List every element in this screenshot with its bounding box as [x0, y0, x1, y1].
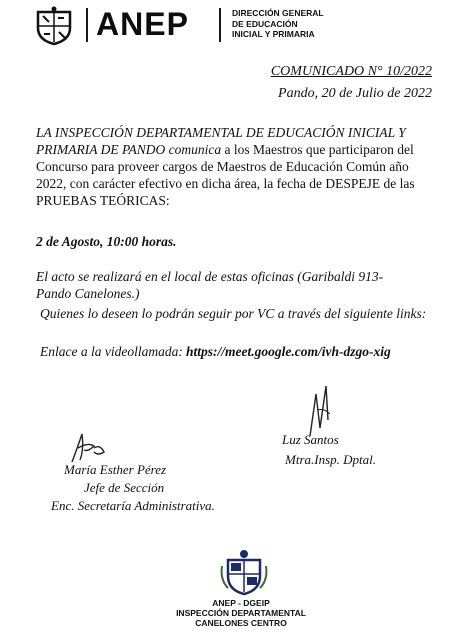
body-text-end: : — [165, 193, 170, 208]
despeje-text: DESPEJE — [325, 176, 381, 191]
signature-luz-santos — [296, 380, 346, 440]
document-date: Pando, 20 de Julio de 2022 — [278, 86, 432, 101]
body-text: a los Maestros que participaron del Concurso para proveer cargos de Maestros de Educación Común año 2022, con carácter efectivo en dicha área, la fecha de — [36, 142, 414, 191]
stamp-line: INSPECCIÓN DEPARTAMENTAL — [176, 608, 306, 618]
signer-role-left: Jefe de Sección — [84, 480, 165, 495]
header-divider — [86, 8, 88, 42]
department-name — [232, 8, 324, 40]
uruguay-coat-of-arms-icon — [30, 6, 78, 46]
department-line: DE EDUCACIÓN — [232, 18, 298, 29]
videocall-label: Enlace a la videollamada: — [40, 344, 183, 359]
department-line: DIRECCIÓN GENERAL — [232, 8, 324, 18]
issuer-text: LA INSPECCIÓN DEPARTAMENTAL DE EDUCACIÓN INICIAL Y PRIMARIA DE PANDO comunica — [36, 125, 406, 157]
signer-name-left: María Esther Pérez — [64, 462, 167, 477]
body-text-mid: de las — [380, 176, 415, 191]
main-paragraph — [36, 124, 436, 209]
header-divider-2 — [219, 8, 221, 42]
stamp-line: ANEP - DGEIP — [212, 598, 270, 608]
stamp-coat-of-arms-icon — [218, 548, 270, 596]
videocall-link[interactable]: https://meet.google.com/ivh-dzgo-xig — [186, 344, 391, 359]
brand-logo-text: ANEP — [96, 6, 189, 42]
signature-maria-esther-perez — [64, 426, 114, 466]
pruebas-text: PRUEBAS TEÓRICAS — [36, 193, 166, 208]
stamp-line: CANELONES CENTRO — [195, 618, 287, 628]
department-line: INICIAL Y PRIMARIA — [232, 29, 315, 39]
signer-role-right: Mtra.Insp. Dptal. — [285, 452, 376, 467]
videocall-note: Quienes lo deseen lo podrán seguir por VC a través del siguiente links: — [40, 306, 427, 321]
event-datetime: 2 de Agosto, 10:00 horas. — [36, 234, 177, 249]
signer-role-left-2: Enc. Secretaría Administrativa. — [51, 498, 215, 513]
event-location: El acto se realizará en el local de estas oficinas (Garibaldi 913-Pando Canelones.) — [36, 269, 384, 301]
stamp-text — [176, 598, 306, 628]
document-number: COMUNICADO N° 10/2022 — [270, 64, 432, 79]
signer-name-right: Luz Santos — [282, 432, 339, 447]
